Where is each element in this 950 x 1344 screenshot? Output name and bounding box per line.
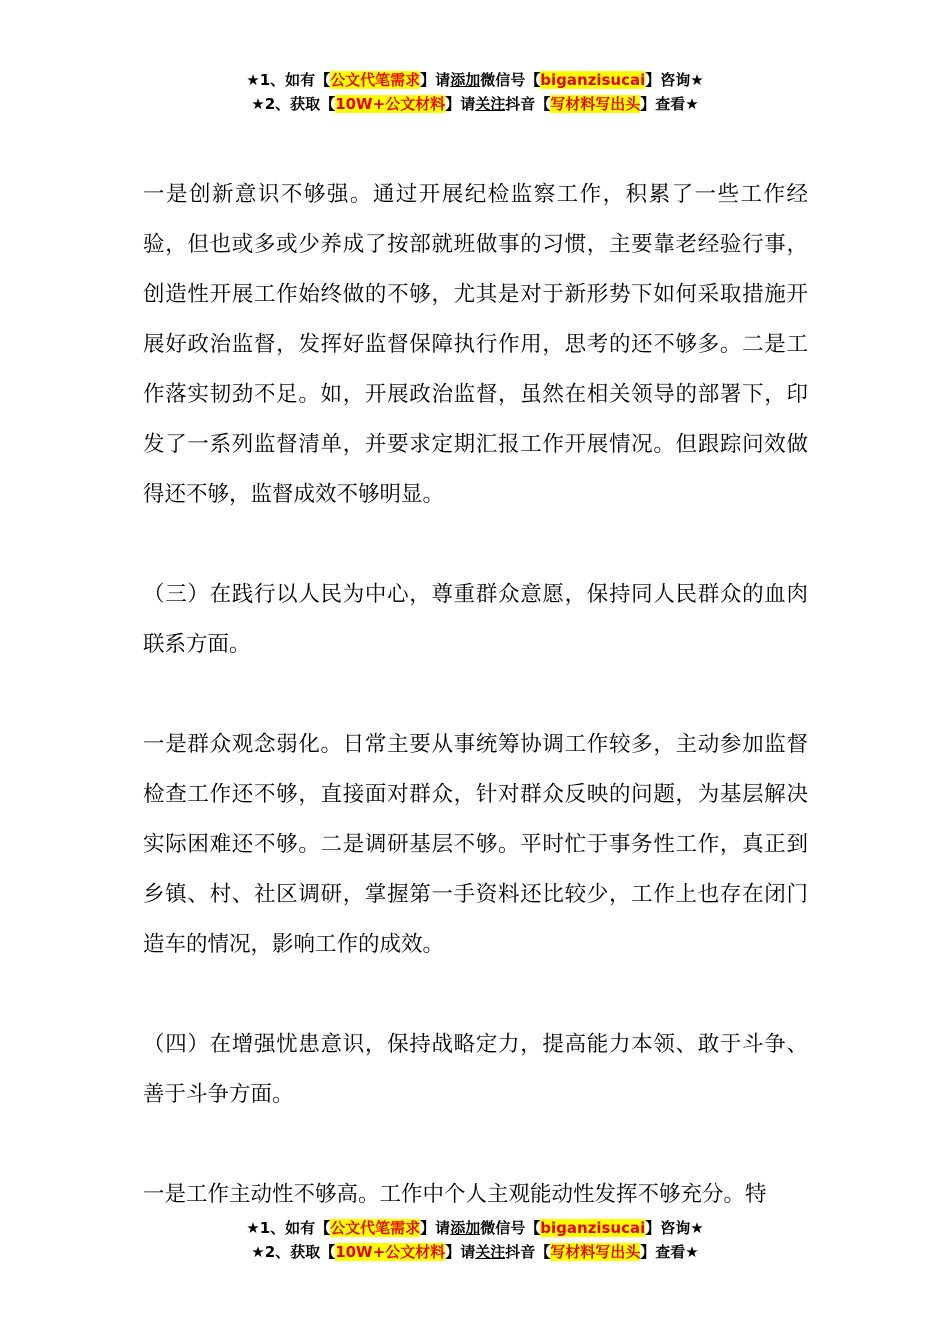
banner-text: ★2、获取【 [251,95,336,113]
banner-underlined: 添加 [450,71,481,89]
banner-text: 】请 [420,71,451,89]
banner-text: 】咨询★ [645,1219,704,1237]
banner-highlight: 10W+公文材料 [335,95,446,113]
banner-highlight: 写材料写出头 [550,1243,641,1261]
banner-text: ★1、如有【 [246,1219,331,1237]
banner-text: 】查看★ [640,95,699,113]
banner-text: 抖音【 [505,95,551,113]
banner-line-2 [0,92,950,116]
banner-highlight: 公文代笔需求 [330,71,421,89]
banner-line-1 [0,1216,950,1240]
header-banner [0,68,950,116]
paragraph-1: 一是创新意识不够强。通过开展纪检监察工作，积累了一些工作经验，但也或多或少养成了按部就班做事的习惯，主要靠老经验行事，创造性开展工作始终做的不够，尤其是对于新形势下如何采取措施开展好政治监督，发挥好监督保障执行作用，思考的还不够多。二是工作落实韧劲不足。如，开展政治监督，虽然在相关领导的部署下，印发了一系列监督清单，并要求定期汇报工作开展情况。但跟踪问效做得还不够，监督成效不够明显。 [143,182,808,507]
banner-text: 微信号【 [480,1219,541,1237]
banner-underlined: 关注 [475,95,506,113]
paragraph-2: 一是群众观念弱化。日常主要从事统筹协调工作较多，主动参加监督检查工作还不够，直接面对群众，针对群众反映的问题，为基层解决实际困难还不够。二是调研基层不够。平时忙于事务性工作，真正到乡镇、村、社区调研，掌握第一手资料还比较少，工作上也存在闭门造车的情况，影响工作的成效。 [143,732,808,957]
banner-text: 微信号【 [480,71,541,89]
banner-highlight: biganzisucai [540,1219,646,1237]
banner-text: 】请 [420,1219,451,1237]
banner-highlight: 写材料写出头 [550,95,641,113]
banner-text: ★2、获取【 [251,1243,336,1261]
paragraph-3: 一是工作主动性不够高。工作中个人主观能动性发挥不够充分。特 [143,1182,767,1207]
banner-text: 】咨询★ [645,71,704,89]
banner-highlight: 公文代笔需求 [330,1219,421,1237]
footer-banner [0,1216,950,1264]
banner-highlight: 10W+公文材料 [335,1243,446,1261]
banner-text: 】查看★ [640,1243,699,1261]
banner-underlined: 关注 [475,1243,506,1261]
banner-text: 】请 [445,1243,476,1261]
section-heading-3: （三）在践行以人民为中心，尊重群众意愿，保持同人民群众的血肉联系方面。 [143,582,808,657]
banner-line-2 [0,1240,950,1264]
section-heading-4: （四）在增强忧患意识，保持战略定力，提高能力本领、敢于斗争、善于斗争方面。 [143,1032,808,1107]
document-body [143,170,808,1270]
banner-line-1 [0,68,950,92]
banner-text: 抖音【 [505,1243,551,1261]
banner-highlight: biganzisucai [540,71,646,89]
banner-text: 】请 [445,95,476,113]
banner-underlined: 添加 [450,1219,481,1237]
banner-text: ★1、如有【 [246,71,331,89]
